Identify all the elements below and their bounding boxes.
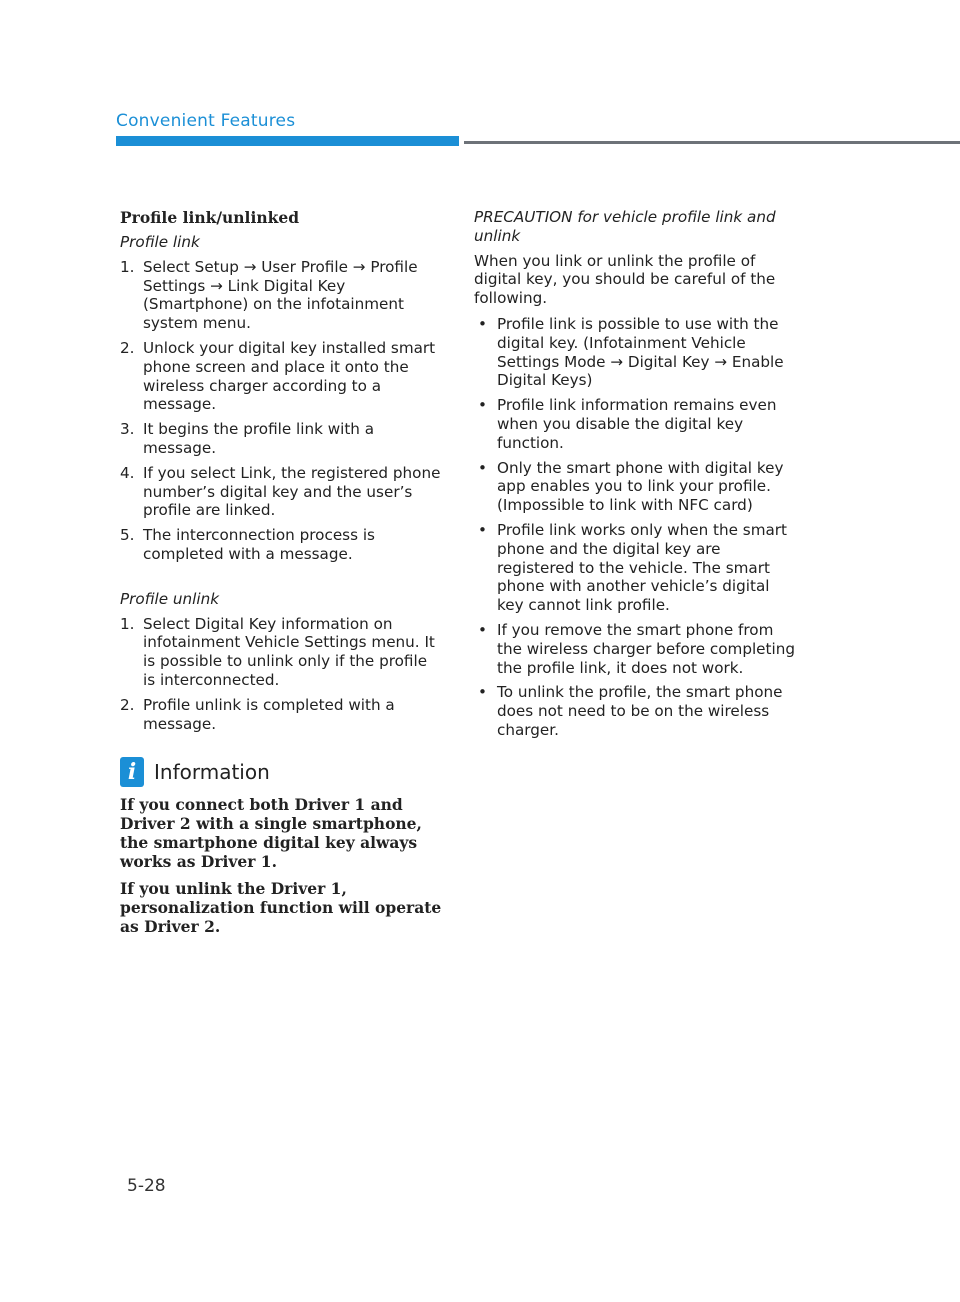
list-item: [474, 396, 796, 452]
list-item: [120, 464, 442, 520]
section-title: Convenient Features: [116, 111, 296, 131]
profile-link-subtitle: Profile link: [120, 233, 200, 251]
bullet-icon: •: [478, 683, 487, 702]
right-column: [474, 208, 796, 746]
step-text: If you select Link, the registered phone number’s digital key and the user’s profile are linked.: [143, 463, 441, 520]
information-title: Information: [154, 759, 270, 784]
step-text: Profile unlink is completed with a message.: [143, 695, 395, 733]
precaution-intro: When you link or unlink the profile of digital key, you should be careful of the following.: [474, 251, 776, 308]
header-rule: [464, 141, 960, 144]
bullet-text: If you remove the smart phone from the wireless charger before completing the profile link, it does not work.: [497, 620, 795, 677]
step-text: It begins the profile link with a message.: [143, 420, 375, 457]
info-icon: i: [120, 757, 144, 787]
list-item: [120, 258, 442, 333]
list-item: [120, 696, 442, 734]
list-item: [474, 621, 796, 677]
bullet-icon: •: [478, 458, 487, 477]
precaution-title: PRECAUTION for vehicle profile link and unlink: [474, 208, 776, 245]
step-number: 1.: [120, 614, 135, 633]
step-number: 5.: [120, 526, 135, 545]
step-number: 2.: [120, 338, 135, 357]
bullet-text: To unlink the profile, the smart phone does not need to be on the wireless charger.: [497, 683, 783, 739]
information-paragraph: If you unlink the Driver 1, personalization function will operate as Driver 2.: [120, 879, 442, 937]
bullet-text: Profile link works only when the smart phone and the digital key are registered to the vehicle. The smart phone with another vehicle’s digital key cannot link profile.: [497, 520, 787, 615]
list-item: [474, 521, 796, 615]
profile-heading: Profile link/unlinked: [120, 208, 300, 227]
information-header: [120, 757, 442, 787]
step-number: 1.: [120, 257, 135, 276]
profile-link-steps: [120, 258, 442, 564]
list-item: [120, 339, 442, 414]
step-text: Unlock your digital key installed smart phone screen and place it onto the wireless charger according to a message.: [143, 338, 436, 414]
list-item: [120, 615, 442, 690]
step-text: Select Digital Key information on infotainment Vehicle Settings menu. It is possible to unlink only if the profile is interconnected.: [143, 614, 435, 689]
page-number: 5-28: [127, 1176, 166, 1196]
step-number: 3.: [120, 420, 135, 439]
precaution-bullets: [474, 315, 796, 740]
bullet-icon: •: [478, 620, 487, 639]
list-item: [474, 683, 796, 739]
bullet-icon: •: [478, 520, 487, 539]
bullet-text: Only the smart phone with digital key app enables you to link your profile. (Impossible to link with NFC card): [497, 458, 784, 515]
step-number: 2.: [120, 695, 135, 714]
list-item: [120, 420, 442, 458]
profile-unlink-subtitle: Profile unlink: [120, 589, 220, 608]
left-column: [120, 208, 442, 944]
bullet-text: Profile link is possible to use with the digital key. (Infotainment Vehicle Settings Mode → Digital Key → Enable Digital Keys): [497, 314, 784, 390]
list-item: [120, 526, 442, 564]
list-item: [474, 315, 796, 390]
information-paragraph: If you connect both Driver 1 and Driver 2 with a single smartphone, the smartphone digital key always works as Driver 1.: [120, 795, 422, 872]
header-accent-bar: [116, 136, 459, 146]
bullet-icon: •: [478, 314, 487, 333]
bullet-text: Profile link information remains even when you disable the digital key function.: [497, 396, 777, 452]
step-text: The interconnection process is completed with a message.: [143, 526, 375, 563]
list-item: [474, 459, 796, 515]
step-number: 4.: [120, 463, 135, 482]
step-text: Select Setup → User Profile → Profile Settings → Link Digital Key (Smartphone) on the infotainment system menu.: [143, 257, 418, 333]
bullet-icon: •: [478, 396, 487, 415]
profile-unlink-steps: [120, 615, 442, 734]
